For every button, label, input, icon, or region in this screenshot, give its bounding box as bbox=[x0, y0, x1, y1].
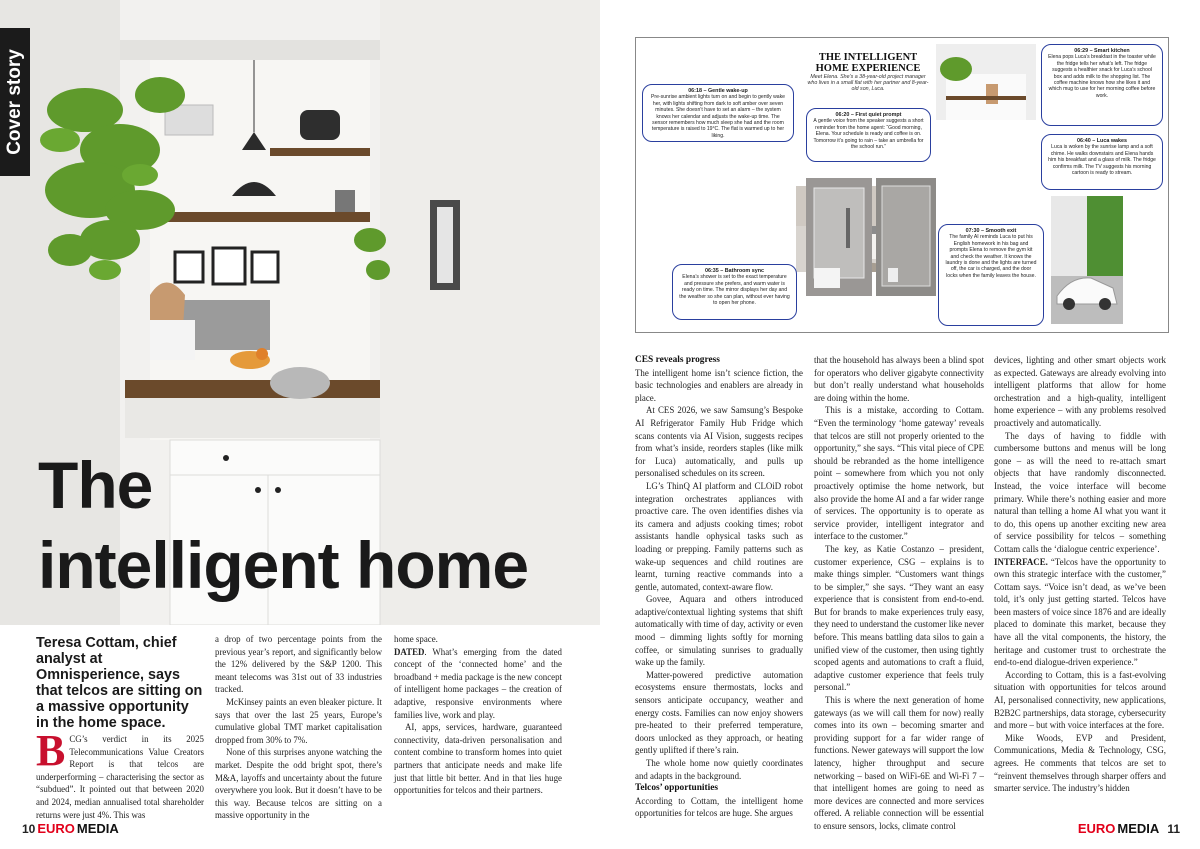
brand-euro: EURO bbox=[1077, 821, 1116, 836]
paragraph: The key, as Katie Costanzo – president, customer experience, CSG – explains is to make things simpler. “Customers want things to be simpler,” she says. “They want an easy experience that is consistent from end-to-end. But for brands to make experiences truly easy, they need to understand the customer like never before. This means battling data silos to gain a unified view of the customer, then using tightly scoped agents and automations to craft a fluid, adaptive customer experience that feels truly personal.” bbox=[814, 543, 984, 693]
title-line-2: intelligent home bbox=[38, 528, 529, 602]
car-thumbnail bbox=[1051, 196, 1123, 324]
paragraph: This is a mistake, according to Cottam. “Even the terminology ‘home gateway’ reveals that telcos are still not properly oriented to the opportunity,” she says. “This vital piece of CPE should be rebranded as the home intelligence point – somewhere from which you not only proactively optimise the home network, but also provide the home AI and a far wider range of services. The opportunity is to operate as service provider, intelligent integrator and interface to the customer.” bbox=[814, 405, 984, 542]
body-column-3 bbox=[394, 633, 562, 797]
paragraph: a drop of two percentage points from the previous year’s report, and significantly below the 12% delivered by the S&P 1200. This meant telecoms was 31st out of 33 industries tracked. bbox=[215, 634, 382, 695]
title-line-1: The bbox=[38, 448, 153, 522]
timeline-bubble-3: 06:29 – Smart kitchen Elena pops Luca’s breakfast in the toaster while the fridge tells her what’s left. The fridge suggests a healthier snack for Luca’s school box and adds milk to the shopping list. The coffee machine knows how she likes it and which mug to use for her morning coffee before work. bbox=[1041, 44, 1163, 126]
timeline-bubble-6: 07:30 – Smooth exit The family AI reminds Luca to put his English homework in his bag and prompts Elena to remove the gym kit and check the weather. It knows the laundry is done and the lights are turned off, the car is charged, and the door locks when the family leaves the house. bbox=[938, 224, 1044, 326]
drop-cap: B bbox=[36, 726, 66, 775]
body-column-5 bbox=[814, 354, 984, 833]
brand-media: MEDIA bbox=[1117, 821, 1160, 836]
standfirst: Teresa Cottam, chief analyst at Omnisperience, says that telcos are sitting on a massive opportunity in the home space. bbox=[36, 635, 203, 731]
brand-euro: EURO bbox=[37, 821, 75, 836]
paragraph: DATED. What’s emerging from the dated concept of the ‘connected home’ and the broadband + media package is the new concept of intelligent home packages – the creation of adaptive, responsive environments where families live, work and play. bbox=[394, 646, 562, 720]
timeline-bubble-5: 06:40 – Luca wakes Luca is woken by the sunrise lamp and a soft chime. He walks downstairs and Elena hands him his breakfast and a glass of milk. The fridge confirms milk. The TV suggests his morning cartoon is ready to stream. bbox=[1041, 134, 1163, 190]
paragraph: home space. bbox=[394, 634, 438, 644]
brand-media: MEDIA bbox=[76, 821, 119, 836]
body-column-4 bbox=[635, 354, 803, 820]
timeline-bubble-4: 06:35 – Bathroom sync Elena’s shower is set to the exact temperature and pressure she prefers, and warm water is ready on time. The mirror displays her day and the weather so she can plan, without ever having to open her phone. bbox=[672, 264, 797, 320]
shower-thumbnail bbox=[876, 178, 936, 296]
paragraph: that the household has always been a blind spot for operators who deliver gigabyte connectivity but don’t really understand what households are doing within the home. bbox=[814, 355, 984, 403]
paragraph: CG’s verdict in its 2025 Telecommunications Value Creators Report is that telcos are underperforming – characterising the sector as “subdued”. It pointed out that between 2020 and 2024, median annualised total shareholder returns were just 4%. This was bbox=[36, 734, 204, 820]
paragraph: AI, apps, services, hardware, guaranteed connectivity, data-driven personalisation and content combine to transform homes into quiet partners that anticipate needs and make life just that little bit better. And in that lies huge opportunities for telcos and their partners. bbox=[394, 722, 562, 796]
body-column-6 bbox=[994, 354, 1166, 795]
bathroom-illustration bbox=[876, 178, 936, 296]
paragraph: At CES 2026, we saw Samsung’s Bespoke AI Refrigerator Family Hub Fridge which scans contents via AI Vision, suggests recipes from what’s inside, reorders staples (like milk for Luca) automatically, and pulls up personalised schedules on its screen. bbox=[635, 405, 803, 479]
section-tag bbox=[0, 28, 30, 176]
section-tag-label: Cover story bbox=[4, 49, 25, 155]
kitchen-illustration bbox=[936, 44, 1036, 120]
page-folio bbox=[22, 821, 119, 836]
paragraph: LG’s ThinQ AI platform and CLOiD robot integration orchestrates appliances with proactive care. The oven identifies dishes via its camera and adjusts cooking times; robot assistants handle ophysical tasks such as loading or prepping. Family patterns such as wake-up sequences and child routines are learnt, turning reactive commands into a gentle, automated, context-aware flow. bbox=[635, 480, 803, 592]
page-number: 10 bbox=[22, 821, 36, 836]
body-column-1 bbox=[36, 726, 204, 821]
paragraph: Matter-powered predictive automation ecosystems ensure thermostats, locks and sensors anticipate occupancy, weather and energy costs. Families can now enjoy showers pre-heated to their preferred temperature, doors unlocked as they approach, or heating gently uplifted if there’s rain. bbox=[635, 669, 803, 756]
paragraph: McKinsey paints an even bleaker picture. It says that over the last 25 years, Europe’s cumulative global TMT market capitalisation dropped from 30% to 7%. bbox=[215, 696, 382, 745]
paragraph: The days of having to fiddle with cumbersome buttons and menus will be long gone – as will the need to re-attach smart objects that have randomly disconnected. Instead, the voice interface will become primary. While there’s nothing easier and more natural than telling a home AI what you want it to do, this opens up another exciting new area of service possibility for telcos – something Cottam calls the ‘dialogue centric experience’. bbox=[994, 430, 1166, 554]
body-column-2 bbox=[215, 633, 382, 822]
timeline-bubble-2: 06:20 – First quiet prompt A gentle voice from the speaker suggests a short reminder from the home agent: “Good morning, Elena. Your schedule is ready and coffee is on. Tomorrow it’s going to rain – take an umbrella for the school run.” bbox=[806, 108, 931, 162]
right-page bbox=[600, 0, 1200, 849]
paragraph: devices, lighting and other smart objects work as expected. Gateways are already evolving into intelligent platforms that allow for home orchestration and a high-quality, intelligent home experience – with any problems resolved proactively and automatically. bbox=[994, 355, 1166, 428]
car-illustration bbox=[1051, 196, 1123, 324]
bathroom-thumbnail-2 bbox=[806, 178, 872, 296]
infographic-title: THE INTELLIGENT HOME EXPERIENCE bbox=[815, 52, 921, 74]
timeline-bubble-1: 06:18 – Gentle wake-up Pre-sunrise ambient lights turn on and begin to gently wake her, with lights shifting from dark to soft amber over seven minutes. She doesn’t have to set an alarm – the system knows her calendar and adjusts the wake-up time. The sensor remembers how much sleep she had and the room temperature is raised to 19°C. The flat is warmed up to her liking. bbox=[642, 84, 794, 142]
paragraph: This is where the next generation of home gateways (as we will call them for now) really comes into its own – becoming smarter and providing support for a far wider range of functions. Newer gateways will support the low latency, higher throughput and secure networking – based on WiFi-6E and Wi-Fi 7 – that intelligent homes are going to need as more devices are connected and more services offered. A reliable connection will be essential to ensure sensors, locks, climate control bbox=[814, 695, 984, 831]
run-in-heading: DATED bbox=[394, 646, 425, 657]
run-in-heading: INTERFACE. bbox=[994, 556, 1048, 567]
paragraph: None of this surprises anyone watching the market. Despite the odd bright spot, there’s M&A, layoffs and uncertainty about the future overywhere you look. But it doesn’t have to be this way. Because telcos are sitting on a massive opportunity in the bbox=[215, 747, 382, 821]
page-title bbox=[38, 448, 529, 612]
subheading: Telcos’ opportunities bbox=[635, 783, 719, 794]
paragraph: According to Cottam, the intelligent home opportunities for telcos are huge. She argues bbox=[635, 795, 803, 819]
infographic bbox=[635, 37, 1169, 333]
paragraph: The whole home now quietly coordinates and adapts in the background. bbox=[635, 758, 803, 781]
page-folio bbox=[1078, 821, 1180, 836]
paragraph: Govee, Aquara and others introduced adaptive/contextual lighting systems that shift automatically with time of day, activity or even mood – dimming lights softly for morning coffee, or simulating sunrises to gradually wake up the family. bbox=[635, 594, 803, 668]
paragraph: According to Cottam, this is a fast-evolving situation with opportunities for telcos around AI, personalised connectivity, new applications, B2B2C partnerships, data storage, cybersecurity and more – but with voice interfaces at the fore. bbox=[994, 669, 1166, 731]
paragraph: Mike Woods, EVP and President, Communications, Media & Technology, CSG, agrees. He comments that telcos are set to “reinvent themselves through sharper offers and smarter service. The industry’s hidden bbox=[994, 732, 1166, 794]
paragraph: The intelligent home isn’t science fiction, the basic technologies and enablers are already in place. bbox=[635, 367, 803, 403]
subheading: CES reveals progress bbox=[635, 355, 720, 365]
kitchen-thumbnail bbox=[936, 44, 1036, 120]
bathroom-illustration bbox=[806, 178, 872, 296]
paragraph: INTERFACE. “Telcos have the opportunity to own this strategic interface with the customer,” Cottam says. “Voice isn’t dead, as we’ve been told, it’s only just getting started. Telcos have been masters of voice since 1876 and are ideally placed to dominate this market, because they have all the vital components, the history, the heritage and customer trust to orchestrate the end-to-end dialogue-driven experience.” bbox=[994, 556, 1167, 668]
page-number: 11 bbox=[1167, 821, 1180, 836]
infographic-subtitle: Meet Elena. She’s a 38-year-old project manager who lives in a small flat with her partner and 8-year-old son, Luca. bbox=[807, 74, 929, 93]
